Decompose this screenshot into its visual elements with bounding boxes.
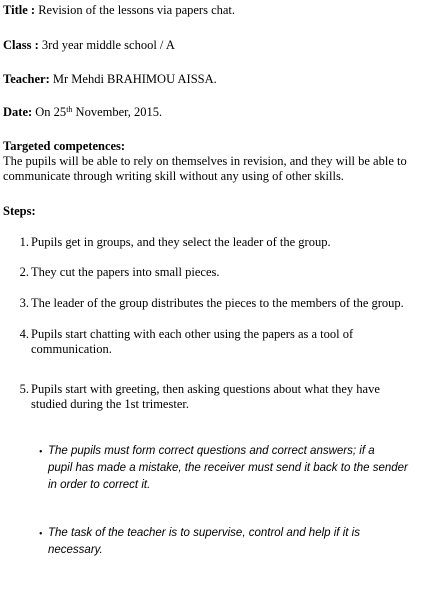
date-line [3,105,425,120]
note-line-2: necessary. [48,544,103,556]
date-suffix: November, 2015. [72,105,163,119]
note-line-1: The pupils must form correct questions and correct answers; if a [48,445,375,457]
bullet-icon: • [39,529,43,540]
steps-heading-text: Steps: [3,204,36,218]
step-number: 3. [19,296,29,310]
step-text-line-1: Pupils start chatting with each other using the papers as a tool of [31,327,354,341]
title-label: Title : [3,3,36,17]
teacher-value: Mr Mehdi BRAHIMOU AISSA. [49,72,217,86]
step-text: The leader of the group distributes the pieces to the members of the group. [31,296,404,310]
step-text: Pupils get in groups, and they select the leader of the group. [31,235,331,249]
competences-heading-text: Targeted competences: [3,139,126,153]
step-text: They cut the papers into small pieces. [31,265,220,279]
competences-line-1: The pupils will be able to rely on themselves in revision, and they will be able to [3,154,407,168]
date-superscript: th [66,105,73,114]
class-line [3,38,425,53]
note-line-1: The task of the teacher is to supervise, control and help if it is [48,527,360,539]
date-label: Date: [3,105,33,119]
bullet-icon: • [39,447,43,458]
date-prefix: On 25 [32,105,67,119]
teacher-line [3,72,425,87]
steps-heading [3,204,425,219]
class-label: Class : [3,38,39,52]
competences-heading [3,139,425,154]
class-value: 3rd year middle school / A [38,38,175,52]
step-text-line-2: studied during the 1st trimester. [31,397,189,411]
note-line-3: in order to correct it. [48,479,151,491]
title-line [3,3,425,18]
teacher-label: Teacher: [3,72,50,86]
step-number: 5. [19,382,29,396]
step-number: 2. [19,265,29,279]
note-line-2: pupil has made a mistake, the receiver must send it back to the sender [48,462,408,474]
step-number: 4. [19,327,29,341]
step-number: 1. [19,235,29,249]
step-text-line-1: Pupils start with greeting, then asking questions about what they have [31,382,380,396]
step-text-line-2: communication. [31,342,112,356]
competences-line-2: communicate through writing skill without any using of other skills. [3,169,344,183]
title-value: Revision of the lessons via papers chat. [35,3,236,17]
